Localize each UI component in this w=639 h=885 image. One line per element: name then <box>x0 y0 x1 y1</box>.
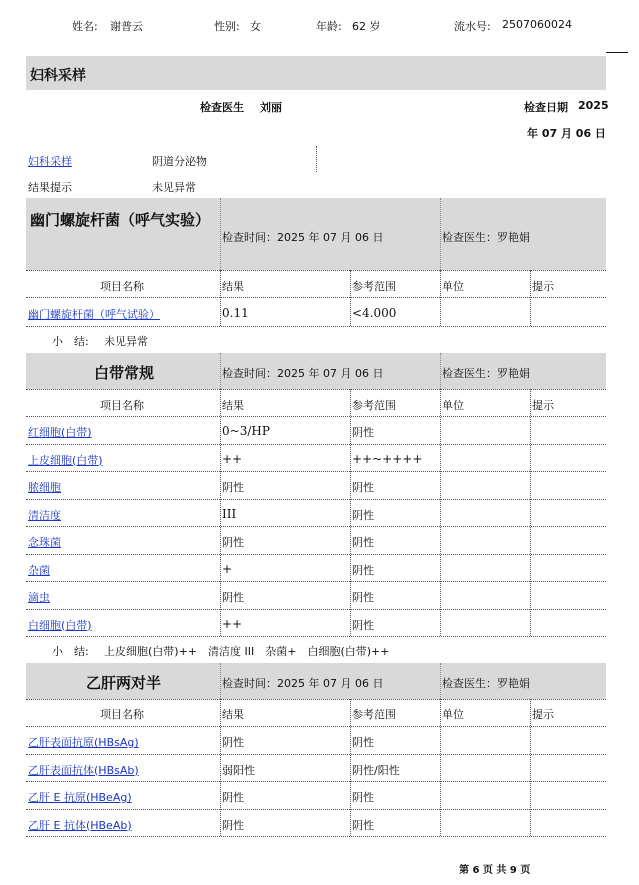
hbv-row-2-result: 阴性 <box>222 791 244 804</box>
gyn-divider <box>316 146 317 172</box>
leuk-summary: 上皮细胞(白带)++ 清洁度 III 杂菌+ 白细胞(白带)++ <box>104 645 390 658</box>
hbv-row-2-name[interactable]: 乙肝 E 抗原(HBeAg) <box>28 791 132 804</box>
gyn-doctor-label: 检查医生 <box>200 101 244 114</box>
hp-band-divider-1 <box>220 198 221 270</box>
hp-exam-doctor: 检查医生：罗艳娟 <box>442 231 530 244</box>
leuk-row-3-ref: 阴性 <box>352 508 374 522</box>
leuk-col-name: 项目名称 <box>100 399 144 412</box>
gyn-title-band <box>26 56 606 90</box>
corner-line <box>606 52 628 53</box>
hbv-row-1-name[interactable]: 乙肝表面抗体(HBsAb) <box>28 763 139 777</box>
leuk-col-hint: 提示 <box>532 399 554 412</box>
hbv-exam-time: 检查时间：2025 年 07 月 06 日 <box>222 677 384 690</box>
hbv-header-top-line <box>26 699 606 700</box>
hp-col-ref: 参考范围 <box>352 280 396 293</box>
leuk-row-3-name[interactable]: 清洁度 <box>28 508 61 522</box>
hbv-col-divider-2 <box>350 699 351 836</box>
leuk-band-divider-2 <box>440 353 441 389</box>
leuk-band-divider-1 <box>220 353 221 389</box>
leuk-row-line <box>26 499 606 500</box>
hp-band-divider-2 <box>440 198 441 270</box>
hbv-exam-doctor: 检查医生：罗艳娟 <box>442 677 530 690</box>
leuk-col-divider-3 <box>440 389 441 636</box>
gyn-item-link[interactable]: 妇科采样 <box>28 155 72 168</box>
gyn-hint-label: 结果提示 <box>28 181 72 194</box>
patient-serial: 2507060024 <box>502 18 572 31</box>
leuk-section-title: 白带常规 <box>94 364 155 382</box>
gyn-section-title: 妇科采样 <box>30 68 86 84</box>
hbv-band-divider-2 <box>440 663 441 699</box>
leuk-row-line <box>26 526 606 527</box>
leuk-row-line <box>26 609 606 610</box>
patient-gender: 女 <box>250 20 261 33</box>
leuk-row-7-result: ++ <box>222 616 243 631</box>
leuk-col-unit: 单位 <box>442 399 464 412</box>
gyn-date-rest: 年 07 月 06 日 <box>527 127 606 140</box>
leuk-col-ref: 参考范围 <box>352 399 396 412</box>
patient-name: 谢普云 <box>110 20 143 33</box>
leuk-col-divider-2 <box>350 389 351 636</box>
hbv-section-title: 乙肝两对半 <box>86 674 162 692</box>
hbv-col-result: 结果 <box>222 708 244 721</box>
hbv-row-0-ref: 阴性 <box>352 736 374 749</box>
patient-age: 62 岁 <box>352 20 381 33</box>
gyn-date-year: 2025 <box>578 99 609 112</box>
hbv-col-divider-3 <box>440 699 441 836</box>
gender-label: 性别: <box>214 20 240 33</box>
hbv-col-divider-1 <box>220 699 221 836</box>
leuk-row-4-ref: 阴性 <box>352 536 374 549</box>
leuk-row-2-name[interactable]: 脓细胞 <box>28 481 61 494</box>
hbv-row-1-result: 弱阳性 <box>222 763 255 777</box>
hp-row-bottom-line <box>26 326 606 327</box>
serial-label: 流水号: <box>454 20 491 33</box>
age-label: 年龄: <box>316 20 342 33</box>
leuk-row-0-result: 0~3/HP <box>222 424 270 438</box>
leuk-row-line <box>26 636 606 637</box>
hp-row-0-name[interactable]: 幽门螺旋杆菌（呼气试验） <box>28 308 160 321</box>
hbv-row-2-ref: 阴性 <box>352 791 374 804</box>
hbv-row-3-result: 阴性 <box>222 818 244 832</box>
leuk-row-1-result: ++ <box>222 451 243 466</box>
hp-col-result: 结果 <box>222 280 244 293</box>
hp-col-divider-3 <box>440 270 441 326</box>
hbv-band-divider-1 <box>220 663 221 699</box>
leuk-row-6-name[interactable]: 滴虫 <box>28 591 50 604</box>
leuk-row-1-name[interactable]: 上皮细胞(白带) <box>28 453 103 467</box>
leuk-row-0-name[interactable]: 红细胞(白带) <box>28 426 92 439</box>
leuk-row-7-ref: 阴性 <box>352 618 374 632</box>
hbv-row-0-name[interactable]: 乙肝表面抗原(HBsAg) <box>28 736 139 749</box>
leuk-row-line <box>26 471 606 472</box>
leuk-row-5-result: + <box>222 561 233 576</box>
hp-row-0-result: 0.11 <box>222 306 249 320</box>
hp-section-title: 幽门螺旋杆菌（呼气实验） <box>30 211 211 229</box>
hp-header-bottom-line <box>26 297 606 298</box>
leuk-row-6-ref: 阴性 <box>352 591 374 604</box>
hp-col-hint: 提示 <box>532 280 554 293</box>
leuk-row-7-name[interactable]: 白细胞(白带) <box>28 618 92 632</box>
leuk-row-1-ref: ++~++++ <box>352 451 423 466</box>
leuk-row-2-result: 阴性 <box>222 481 244 494</box>
hp-col-unit: 单位 <box>442 280 464 293</box>
leuk-row-line <box>26 554 606 555</box>
hbv-col-hint: 提示 <box>532 708 554 721</box>
gyn-doctor-name: 刘丽 <box>260 101 282 114</box>
hbv-col-unit: 单位 <box>442 708 464 721</box>
leuk-row-line <box>26 581 606 582</box>
leuk-row-2-ref: 阴性 <box>352 481 374 494</box>
leuk-header-top-line <box>26 389 606 390</box>
gyn-date-label: 检查日期 <box>524 101 568 114</box>
leuk-row-4-result: 阴性 <box>222 536 244 549</box>
hbv-row-1-ref: 阴性/阳性 <box>352 763 400 777</box>
hp-col-divider-2 <box>350 270 351 326</box>
leuk-exam-time: 检查时间：2025 年 07 月 06 日 <box>222 367 384 380</box>
leuk-header-bottom-line <box>26 416 606 417</box>
hbv-row-3-name[interactable]: 乙肝 E 抗体(HBeAb) <box>28 818 132 832</box>
hp-summary: 未见异常 <box>104 335 148 348</box>
gyn-hint-value: 未见异常 <box>152 181 196 194</box>
leuk-row-line <box>26 444 606 445</box>
hp-row-0-ref: <4.000 <box>352 306 397 320</box>
hbv-row-line <box>26 809 606 810</box>
leuk-exam-doctor: 检查医生：罗艳娟 <box>442 367 530 380</box>
leuk-col-divider-1 <box>220 389 221 636</box>
hbv-col-ref: 参考范围 <box>352 708 396 721</box>
name-label: 姓名: <box>72 20 98 33</box>
hp-exam-time: 检查时间：2025 年 07 月 06 日 <box>222 231 384 244</box>
hbv-row-line <box>26 781 606 782</box>
leuk-row-0-ref: 阴性 <box>352 426 374 439</box>
hp-col-name: 项目名称 <box>100 280 144 293</box>
leuk-summary-label: 小 结: <box>52 645 89 658</box>
hp-header-top-line <box>26 270 606 271</box>
hbv-header-bottom-line <box>26 726 606 727</box>
hbv-col-name: 项目名称 <box>100 708 144 721</box>
hbv-row-line <box>26 836 606 837</box>
page-number: 第 6 页 共 9 页 <box>459 865 531 876</box>
hbv-row-3-ref: 阴性 <box>352 818 374 832</box>
hbv-row-line <box>26 754 606 755</box>
hbv-col-divider-4 <box>530 699 531 836</box>
leuk-col-result: 结果 <box>222 399 244 412</box>
hp-col-divider-1 <box>220 270 221 326</box>
leuk-row-4-name[interactable]: 念珠菌 <box>28 536 61 549</box>
leuk-col-divider-4 <box>530 389 531 636</box>
hbv-row-0-result: 阴性 <box>222 736 244 749</box>
leuk-row-5-name[interactable]: 杂菌 <box>28 563 50 577</box>
hp-summary-label: 小 结: <box>52 335 89 348</box>
leuk-row-5-ref: 阴性 <box>352 563 374 577</box>
hp-col-divider-4 <box>530 270 531 326</box>
leuk-row-3-result: III <box>222 506 237 521</box>
leuk-row-6-result: 阴性 <box>222 591 244 604</box>
gyn-item-value: 阴道分泌物 <box>152 155 207 168</box>
